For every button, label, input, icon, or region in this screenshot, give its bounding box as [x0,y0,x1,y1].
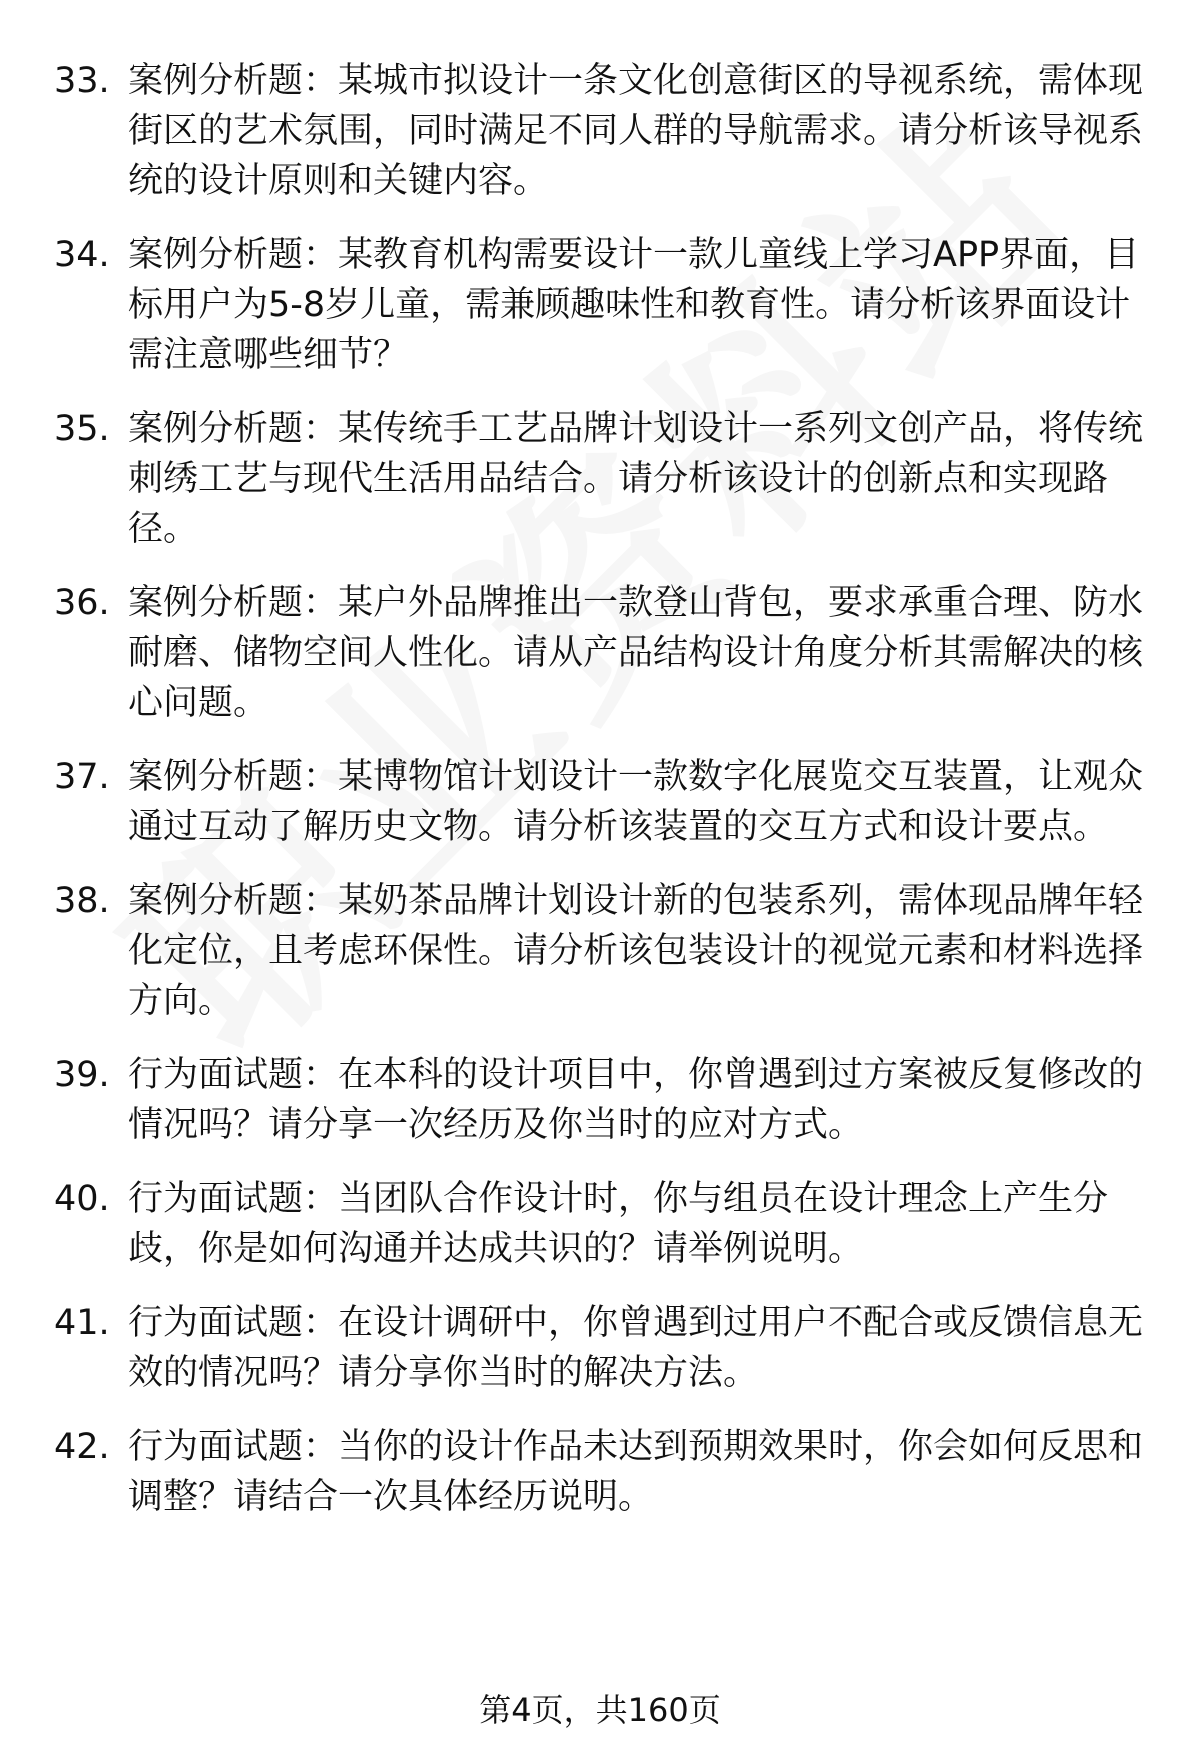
question-list [54,56,1144,1522]
question-text: 行为面试题：在本科的设计项目中，你曾遇到过方案被反复修改的情况吗？请分享一次经历及你当时的应对方式。 [128,1055,1144,1145]
page-footer [0,1690,1200,1730]
question-number: 39. [54,1055,110,1095]
question-text: 行为面试题：当团队合作设计时，你与组员在设计理念上产生分歧，你是如何沟通并达成共识的？请举例说明。 [128,1179,1109,1269]
page-number-label: 第4页，共160页 [479,1691,721,1729]
question-item [54,578,1144,728]
question-number: 41. [54,1303,110,1343]
question-text: 案例分析题：某博物馆计划设计一款数字化展览交互装置，让观众通过互动了解历史文物。请分析该装置的交互方式和设计要点。 [128,757,1144,847]
question-item [54,230,1144,380]
question-number: 37. [54,757,110,797]
question-item [54,404,1144,554]
question-item [54,1174,1144,1274]
question-item [54,1298,1144,1398]
question-text: 案例分析题：某教育机构需要设计一款儿童线上学习APP界面，目标用户为5-8岁儿童，需兼顾趣味性和教育性。请分析该界面设计需注意哪些细节？ [128,235,1140,375]
question-item [54,752,1144,852]
question-number: 33. [54,61,110,101]
question-number: 42. [54,1427,110,1467]
question-number: 38. [54,881,110,921]
question-text: 案例分析题：某传统手工艺品牌计划设计一系列文创产品，将传统刺绣工艺与现代生活用品结合。请分析该设计的创新点和实现路径。 [128,409,1144,549]
question-text: 案例分析题：某城市拟设计一条文化创意街区的导视系统，需体现街区的艺术氛围，同时满足不同人群的导航需求。请分析该导视系统的设计原则和关键内容。 [128,61,1144,201]
question-number: 34. [54,235,110,275]
question-text: 行为面试题：在设计调研中，你曾遇到过用户不配合或反馈信息无效的情况吗？请分享你当时的解决方法。 [128,1303,1144,1393]
question-number: 35. [54,409,110,449]
question-text: 行为面试题：当你的设计作品未达到预期效果时，你会如何反思和调整？请结合一次具体经历说明。 [128,1427,1144,1517]
question-item [54,1422,1144,1522]
question-text: 案例分析题：某奶茶品牌计划设计新的包装系列，需体现品牌年轻化定位，且考虑环保性。请分析该包装设计的视觉元素和材料选择方向。 [128,881,1144,1021]
question-number: 40. [54,1179,110,1219]
question-item [54,1050,1144,1150]
question-text: 案例分析题：某户外品牌推出一款登山背包，要求承重合理、防水耐磨、储物空间人性化。请从产品结构设计角度分析其需解决的核心问题。 [128,583,1144,723]
question-number: 36. [54,583,110,623]
question-item [54,56,1144,206]
question-item [54,876,1144,1026]
